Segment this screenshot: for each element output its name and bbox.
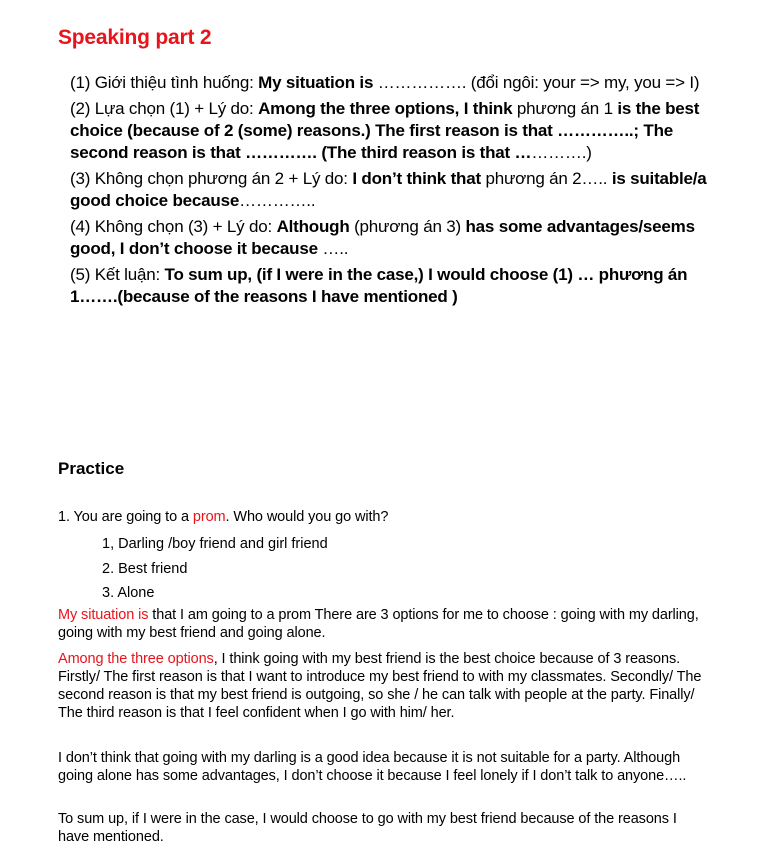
answer-paragraph-1 — [58, 606, 708, 642]
step-5 — [70, 264, 720, 308]
step-2 — [70, 98, 720, 164]
options-list — [102, 532, 328, 606]
option-item: 1, Darling /boy friend and girl friend — [102, 536, 328, 552]
answer-paragraph-2 — [58, 650, 708, 722]
step-text: ….. — [317, 239, 349, 258]
step-keyword: has some advantages/seems good, I don’t choose it because — [70, 217, 695, 258]
option-item: 3. Alone — [102, 585, 155, 601]
step-keyword: is the best choice (because of 2 (some) reasons.) The first reason is that …………..; The second reason is that …………. (The third reason is that … — [70, 99, 700, 162]
question-highlight: prom — [192, 509, 226, 525]
page-title: Speaking part 2 — [58, 26, 212, 49]
option-item: 2. Best friend — [102, 560, 188, 577]
answer-text: , I think going with my best friend is the best choice because of 3 reasons. Firstly/ The first reason is that I want to introduce my best friend to with my classmates. Secondly/ The second reason is that my best friend is outgoing, so she / he can talk with people at the party. Finally/ The third reason is that I feel confident when I go with him/ her. — [58, 651, 702, 721]
step-text: (2) Lựa chọn (1) + Lý do: — [70, 99, 259, 118]
step-text: phương án 1 — [512, 99, 618, 118]
step-text: phương án 2….. — [480, 169, 612, 188]
step-keyword: To sum up, (if I were in the case,) I would choose (1) … phương án 1…….(because of the reasons I have mentioned ) — [70, 265, 688, 306]
step-3 — [70, 168, 720, 212]
step-keyword: Among the three options, I think — [258, 99, 513, 118]
answer-paragraph-3: I don’t think that going with my darling is a good idea because it is not suitable for a party. Although going alone has some advantages, I don’t choose it because I feel lonely if I don’t talk to anyone….. — [58, 750, 687, 784]
step-text: (5) Kết luận: — [70, 265, 165, 284]
step-text: ……….) — [531, 143, 592, 162]
steps-list — [70, 72, 720, 312]
answer-highlight: My situation is — [58, 607, 149, 623]
answer-text: that I am going to a prom There are 3 options for me to choose : going with my darling, going with my best friend and going alone. — [58, 607, 699, 641]
step-text: (phương án 3) — [349, 217, 466, 236]
step-4 — [70, 216, 720, 260]
practice-heading: Practice — [58, 459, 125, 478]
step-keyword: is suitable/a good choice because — [70, 169, 707, 210]
step-1 — [70, 72, 720, 94]
step-text: (4) Không chọn (3) + Lý do: — [70, 217, 277, 236]
step-keyword: I don’t think that — [352, 169, 481, 188]
practice-question — [58, 508, 388, 526]
step-keyword: Although — [276, 217, 350, 236]
answer-paragraph-4: To sum up, if I were in the case, I would choose to go with my best friend because of the reasons I have mentioned. — [58, 811, 677, 845]
step-text: ………….. — [239, 191, 316, 210]
step-text: (3) Không chọn phương án 2 + Lý do: — [70, 169, 353, 188]
question-suffix: . Who would you go with? — [225, 509, 389, 525]
question-prefix: 1. You are going to a — [58, 509, 193, 525]
step-text: (1) Giới thiệu tình huống: — [70, 73, 259, 92]
step-text: ……………. (đổi ngôi: your => my, you => I) — [373, 73, 700, 92]
answer-highlight: Among the three options — [58, 651, 214, 667]
step-keyword: My situation is — [258, 73, 374, 92]
